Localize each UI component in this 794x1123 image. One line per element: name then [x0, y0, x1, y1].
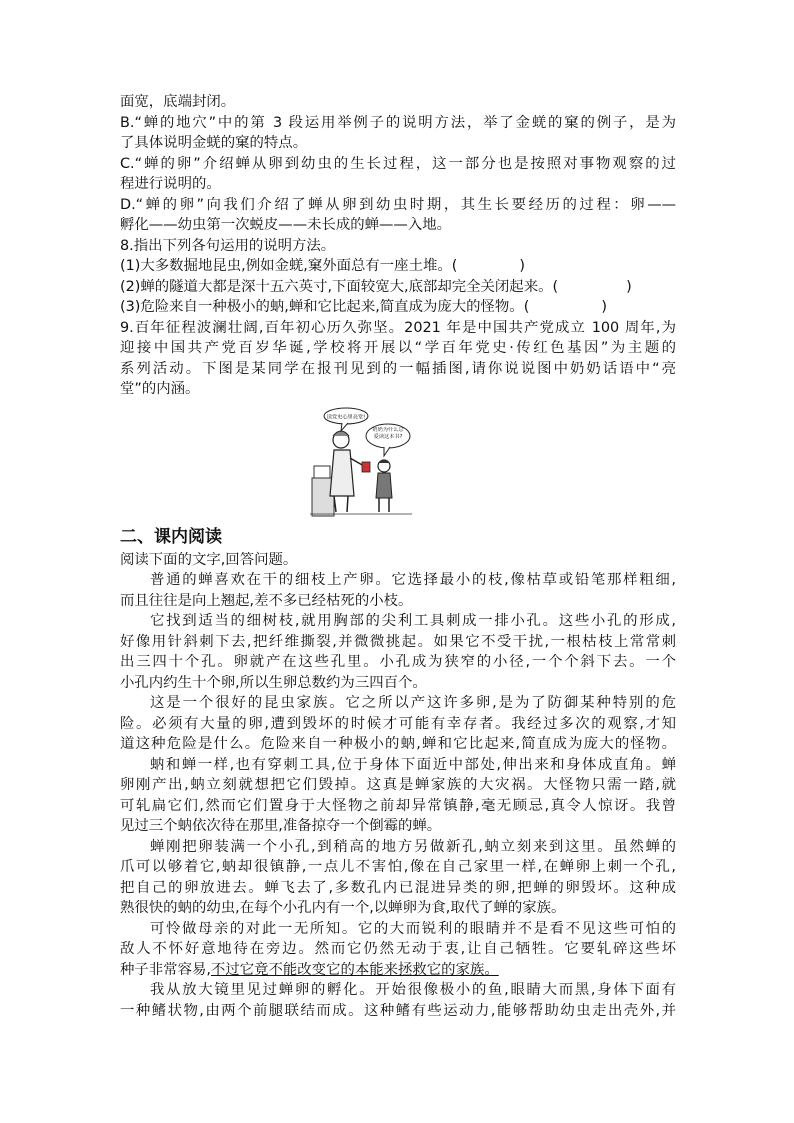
passage-line: 蚋和蝉一样,也有穿刺工具,位于身体下面近中部处,伸出来和身体成直角。蝉: [150, 756, 676, 773]
passage-line: 小孔内约生十个卵,所以生卵总数约为三四百个。: [120, 674, 427, 691]
question-9-line4: 堂”的内涵。: [120, 381, 200, 397]
cartoon-drawing: [306, 406, 416, 518]
passage-line: 卵刚产出,蚋立刻就想把它们毁掉。这真是蝉家族的大灾祸。大怪物只需一踏,就: [120, 777, 676, 793]
passage-line: 可轧扁它们,然而它们置身于大怪物之前却异常镇静,毫无顾忌,真令人惊讶。我曾: [120, 797, 676, 814]
reading-instruction: 阅读下面的文字,回答问题。: [120, 551, 298, 568]
question-9-line3: 系列活动。下图是某同学在报刊见到的一幅插图,请你说说图中奶奶话语中“亮: [120, 360, 676, 377]
question-9-line2: 迎接中国共产党百岁华诞,学校将开展以“学百年党史·传红色基因”为主题的: [120, 340, 676, 356]
passage-line: 蝉刚把卵装满一个小孔,到稍高的地方另做新孔,蚋立刻来到这里。虽然蝉的: [150, 838, 676, 855]
question-8-item-1: [120, 256, 676, 277]
section-title: 二、课内阅读: [120, 526, 222, 547]
q8-item-1-text: (1)大多数掘地昆虫,例如金蜣,窠外面总有一座土堆。(: [120, 258, 458, 274]
option-c-line1: C.“蝉的卵”介绍蝉从卵到幼虫的生长过程，这一部分也是按照对事物观察的过: [120, 155, 676, 172]
passage-line: 而且往往是向上翘起,差不多已经枯死的小枝。: [120, 592, 413, 609]
reading-passage-tail: [120, 980, 676, 1021]
bubble-left-text: 读党史心里亮堂!: [326, 414, 366, 420]
passage-line: 道这种危险是什么。危险来自一种极小的蚋,蝉和它比起来,简直成为庞大的怪物。: [120, 736, 676, 752]
q8-item-3-text: (3)危险来自一种极小的蚋,蝉和它比起来,简直成为庞大的怪物。(: [120, 299, 530, 315]
bubble-right-text: 奶奶为什么总爱读这本书?: [372, 426, 404, 440]
option-c-line2: 程进行说明的。: [120, 176, 221, 192]
option-b-line1: B.“蝉的地穴”中的第 3 段运用举例子的说明方法，举了金蜣的窠的例子，是为: [120, 114, 676, 131]
passage-line: 一种鳍状物,由两个前腿联结而成。这种鳍有些运动力,能够帮助幼虫走出壳外,并: [120, 1002, 676, 1019]
underline-before-text: 种子非常容易,: [120, 961, 211, 978]
passage-line: 险。必须有大量的卵,遭到毁坏的时候才可能有幸存者。我经过多次的观察,才知: [120, 715, 676, 732]
passage-line: 出三四十个孔。卵就产在这些孔里。小孔成为狭窄的小径,一个个斜下去。一个: [120, 654, 676, 670]
passage-line: 它找到适当的细树枝,就用胸部的尖利工具刺成一排小孔。这些小孔的形成,: [150, 613, 676, 629]
question-8-item-2: [120, 277, 676, 298]
question-8-stem: 8.指出下列各句运用的说明方法。: [120, 237, 336, 254]
q8-item-2-text: (2)蝉的隧道大都是深十五六英寸,下面较宽大,底部却完全关闭起来。(: [120, 278, 559, 295]
paren-close: ): [601, 299, 607, 315]
passage-line: 敌人不怀好意地待在旁边。然而它仍然无动于衷,让自己牺牲。它要轧碎这些坏: [120, 941, 676, 957]
option-b-line2: 了具体说明金蜣的窠的特点。: [120, 135, 308, 151]
cartoon-illustration: [306, 406, 416, 518]
question-8-item-3: [120, 297, 676, 318]
passage-line: 把自己的卵放进去。蝉飞去了,多数孔内已混进异类的卵,把蝉的卵毁坏。这种成: [120, 879, 676, 896]
option-d-line2: 孵化——幼虫第一次蜕皮——未长成的蝉——入地。: [120, 217, 451, 233]
passage-line: 见过三个蚋依次待在那里,准备掠夺一个倒霉的蝉。: [120, 818, 442, 834]
reading-passage: [120, 570, 676, 960]
passage-underlined-line: [120, 960, 676, 981]
underlined-sentence: 不过它竟不能改变它的本能来拯救它的家族。: [210, 961, 499, 978]
paren-close: ): [519, 258, 525, 274]
question-9-line1: 9.百年征程波澜壮阔,百年初心历久弥坚。2021 年是中国共产党成立 100 周年,为: [120, 319, 676, 336]
passage-line: 好像用针斜刺下去,把纤维撕裂,并微微挑起。如果它不受干扰,一根枯枝上常常刺: [120, 633, 676, 650]
passage-line: 普通的蝉喜欢在干的细枝上产卵。它选择最小的枝,像枯草或铅笔那样粗细,: [150, 572, 676, 588]
text-line: 面宽，底端封闭。: [120, 94, 236, 110]
passage-line: 爪可以够着它,蚋却很镇静,一点儿不害怕,像在自己家里一样,在蝉卵上刺一个孔,: [120, 859, 676, 875]
passage-line: 熟很快的蚋的幼虫,在每个小孔内有一个,以蝉卵为食,取代了蝉的家族。: [120, 900, 566, 916]
passage-line: 可怜做母亲的对此一无所知。它的大而锐利的眼睛并不是看不见这些可怕的: [150, 920, 676, 937]
paren-close: ): [626, 278, 632, 295]
option-d-line1: D.“蝉的卵”向我们介绍了蝉从卵到幼虫时期，其生长要经历的过程：卵——: [120, 196, 676, 213]
passage-line: 我从放大镜里见过蝉卵的孵化。开始很像极小的鱼,眼睛大而黑,身体下面有: [150, 982, 676, 998]
passage-line: 这是一个很好的昆虫家族。它之所以产这许多卵,是为了防御某种特别的危: [150, 695, 676, 711]
document-page: [120, 92, 676, 1021]
